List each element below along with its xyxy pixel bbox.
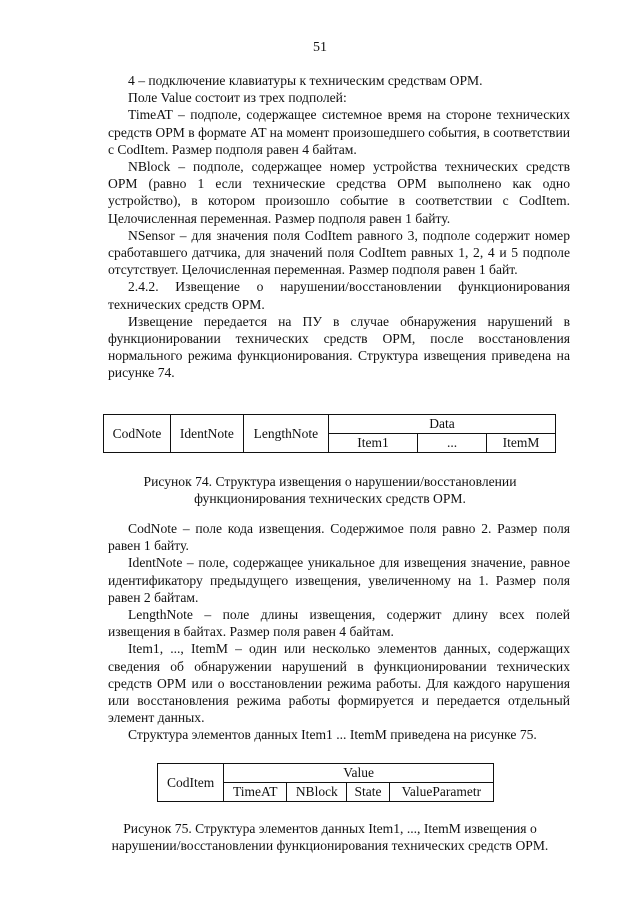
paragraph: LengthNote – поле длины извещения, содержит длину всех полей извещения в байтах. Размер поля равен 4 байтам.: [108, 607, 570, 640]
cell-valueparametr: ValueParametr: [389, 783, 493, 802]
cell-lengthnote: LengthNote: [243, 415, 328, 453]
paragraph: TimeAT – подполе, содержащее системное время на стороне технических средств ОРМ в формате AT на момент произошедшего события, в соответствии с CodItem. Размер подполя равен 4 байтам.: [108, 107, 570, 157]
paragraph: NSensor – для значения поля CodItem равного 3, подполе содержит номер сработавшего датчика, для значений поля CodItem равных 1, 2, 4 и 5 подполе отсутствует. Целочисленная переменная. Размер подполя равен 1 байт.: [108, 227, 570, 278]
cell-dots: ...: [418, 434, 487, 453]
item-structure-table: [157, 763, 494, 802]
section-heading: 2.4.2. Извещение о нарушении/восстановлении функционирования технических средств ОРМ.: [108, 279, 570, 312]
page-number: 51: [313, 40, 327, 55]
cell-codnote: CodNote: [104, 415, 171, 453]
cell-nblock: NBlock: [287, 783, 347, 802]
cell-value: Value: [224, 764, 494, 783]
cell-coditem: CodItem: [158, 764, 224, 802]
cell-timeat: TimeAT: [224, 783, 287, 802]
paragraph: Извещение передается на ПУ в случае обнаружения нарушений в функционировании технических средств ОРМ, после восстановления нормального режима функционирования. Структура извещения приведена на рисунке 74.: [108, 313, 570, 381]
cell-state: State: [347, 783, 389, 802]
paragraph: Поле Value состоит из трех подполей:: [128, 90, 347, 106]
notice-structure-table: [103, 414, 556, 453]
paragraph: IdentNote – поле, содержащее уникальное для извещения значение, равное идентификатору предыдущего извещения, увеличенному на 1. Размер поля равен 2 байтам.: [108, 555, 570, 605]
cell-itemm: ItemM: [487, 434, 556, 453]
paragraph: 4 – подключение клавиатуры к техническим средствам ОРМ.: [128, 73, 483, 88]
paragraph: NBlock – подполе, содержащее номер устройства технических средств ОРМ (равно 1 если технические средства ОРМ выполнено как одно устройство), в котором произошло событие в соответствии с CodItem. Целочисленная переменная. Размер подполя равен 1 байту.: [108, 159, 570, 226]
cell-identnote: IdentNote: [170, 415, 243, 453]
figure-caption-75: Рисунок 75. Структура элементов данных Item1, ..., ItemM извещения о нарушении/восстановлении функционирования технических средств ОРМ.: [111, 821, 549, 854]
paragraph: CodNote – поле кода извещения. Содержимое поля равно 2. Размер поля равен 1 байту.: [108, 521, 570, 554]
text-block-mid: [108, 520, 570, 744]
text-block-top: [108, 72, 570, 382]
paragraph: Структура элементов данных Item1 ... ItemM приведена на рисунке 75.: [128, 727, 537, 743]
figure-caption-74: Рисунок 74. Структура извещения о нарушении/восстановлении функционирования технических средств ОРМ.: [143, 474, 517, 507]
cell-data: Data: [329, 415, 556, 434]
cell-item1: Item1: [329, 434, 418, 453]
paragraph: Item1, ..., ItemM – один или несколько элементов данных, содержащих сведения об обнаружении нарушений в функционировании технических средств ОРМ или о восстановлении режима работы. Для каждого нарушения или восстановления режима работы формируется и передается отдельный элемент данных.: [108, 641, 570, 726]
